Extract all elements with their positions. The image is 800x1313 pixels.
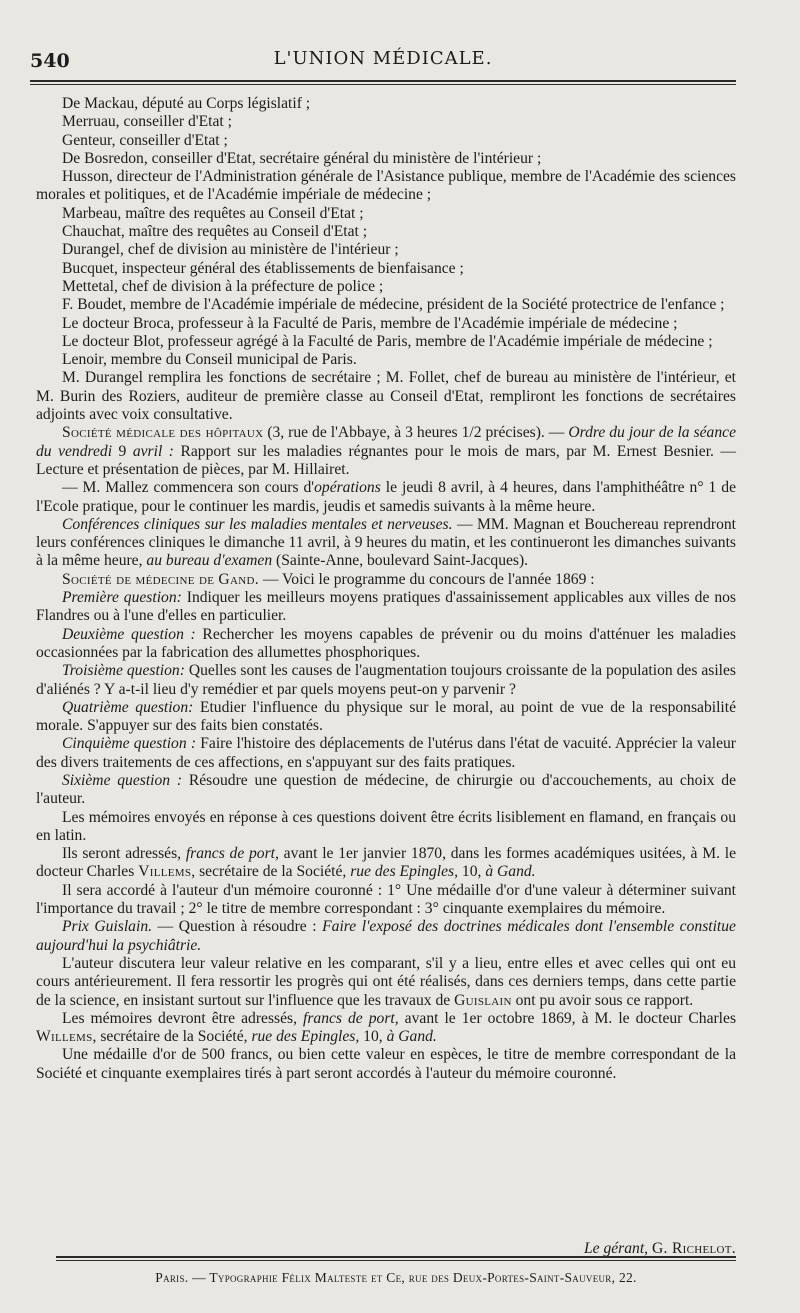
paragraph-text: Le docteur Broca, professeur à la Faculté de Paris, membre de l'Académie impériale de médecine ; [62,314,678,332]
paragraph-text: Première question: [62,589,182,607]
signature-label: Le gérant, [583,1240,649,1257]
paragraph [36,882,736,919]
paragraph-text: à Gand. [485,863,536,881]
paragraph-text: Rapport sur les maladies régnantes pour le mois de mars, par M. Ernest Besnier. — Lecture et présentation de pièces, par M. Hillairet. [36,442,737,478]
paragraph [36,241,736,259]
paragraph-text: Willems [36,1028,93,1046]
page-header [30,46,736,76]
paragraph [36,809,736,846]
paragraph-text: Deuxième question : [62,625,196,643]
paragraph-text: Husson, directeur de l'Administration générale de l'Asistance publique, membre de l'Académie des sciences morales et politiques, et de l'Académie impériale de médecine ; [36,168,736,204]
paragraph-text: Merruau, conseiller d'Etat ; [62,113,232,131]
paragraph-text: avril : [132,442,174,460]
paragraph-text: rue des Epingles, [350,863,459,881]
paragraph-text: , secrétaire de la Société, [191,863,351,881]
article-body [36,95,736,1083]
printer-imprint: Paris. — Typographie Félix Malteste et Ce, rue des Deux-Portes-Saint-Sauveur, 22. [155,1270,637,1285]
paragraph [36,95,736,113]
paragraph [36,113,736,131]
paragraph-text: L'auteur discutera leur valeur relative en les comparant, s'il y a lieu, entre elles et avec celles qui ont eu cours antérieurement. Il fera ressortir les progrès qui ont été réalisés, dans ces derniers temps, dans cette partie de la science, en insistant surtout sur l'influence que les travaux de [36,954,736,1009]
paragraph-text: Lenoir, membre du Conseil municipal de Paris. [62,351,357,369]
paragraph-text: Ordre du jour de la séance du vendredi [36,424,736,460]
paragraph [36,278,736,296]
paragraph-text: Société médicale des hôpitaux [62,424,264,442]
paragraph-text: au bureau d'examen [146,552,273,570]
paragraph [36,315,736,333]
paragraph-text: M. Durangel remplira les fonctions de secrétaire ; M. Follet, chef de bureau au ministère de l'intérieur, et M. Burin des Roziers, auditeur de première classe au Conseil d'Etat, rempliront les fonctions de secrétaires adjoints avec voix consultative. [36,369,736,424]
paragraph [36,296,736,314]
paragraph-text: Une médaille d'or de 500 francs, ou bien cette valeur en espèces, le titre de membre correspondant de la Société et cinquante exemplaires tirés à part seront accordés à l'auteur du mémoire couronné. [36,1046,736,1082]
paragraph [36,589,736,626]
paragraph-text: francs de port, [185,845,279,863]
header-rule-thin [30,84,736,85]
paragraph-text: — MM. Magnan et Bouchereau reprendront leurs conférences cliniques le dimanche 11 avril, à 9 heures du matin, et les continueront les dimanches suivants à la même heure, [36,515,736,570]
paragraph [36,626,736,663]
paragraph-text: rue des Epingles, [251,1028,360,1046]
paragraph-text: De Mackau, député au Corps législatif ; [62,95,311,112]
paragraph-text: Quatrième question: [62,698,194,716]
paragraph [36,662,736,699]
paragraph-text: Le docteur Blot, professeur agrégé à la Faculté de Paris, membre de l'Académie impériale de médecine ; [62,332,713,350]
paragraph [36,735,736,772]
paragraph [36,132,736,150]
paragraph [36,918,736,955]
paragraph [36,351,736,369]
paragraph-text: 10, [458,863,486,881]
running-title: L'UNION MÉDICALE. [273,48,493,69]
paragraph-text: Sixième question : [62,771,183,789]
paragraph-text: — M. Mallez commencera son cours d' [62,479,315,497]
paragraph-text: Genteur, conseiller d'Etat ; [62,131,228,149]
paragraph-text: le jeudi 8 avril, à 4 heures, dans l'amphithéâtre n° 1 de l'Ecole pratique, pour le continuer les mardis, jeudis et samedis suivants à la même heure. [36,479,736,515]
paragraph [36,955,736,1010]
paragraph [36,223,736,241]
paragraph-text: Cinquième question : [62,735,197,753]
paragraph [36,699,736,736]
paragraph [36,1010,736,1047]
paragraph-text: Rechercher les moyens capables de prévenir ou du moins d'atténuer les maladies occasionnées par la fabrication des allumettes phosphoriques. [36,625,737,661]
paragraph-text: Marbeau, maître des requêtes au Conseil d'Etat ; [62,204,364,222]
paragraph-text: Les mémoires devront être adressés, [62,1009,303,1027]
paragraph [36,479,736,516]
paragraph-text: Société de médecine de Gand. [62,570,259,588]
page-number: 540 [30,50,70,72]
paragraph-text: Résoudre une question de médecine, de chirurgie ou d'accouchements, au choix de l'auteur. [36,771,736,808]
paragraph-text: ont pu avoir sous ce rapport. [511,991,694,1009]
paragraph-text: Prix Guislain. [62,918,153,936]
paragraph-text: , secrétaire de la Société, [92,1028,252,1046]
paragraph-text: francs de port, [303,1009,399,1027]
paragraph [36,1046,736,1083]
paragraph-text: Conférences cliniques sur les maladies mentales et nerveuses. [62,515,453,533]
footer-rule [56,1256,736,1258]
header-rule [30,80,736,82]
paragraph-text: Faire l'histoire des déplacements de l'utérus dans l'état de vacuité. Apprécier la valeur des divers traitements de ces affections, en s'appuyant sur des faits pratiques. [36,735,736,771]
paragraph-text: Chauchat, maître des requêtes au Conseil d'Etat ; [62,223,368,241]
paragraph-text: 9 [112,442,133,460]
signature-name: G. Richelot. [651,1240,736,1257]
paragraph [36,571,736,589]
paragraph [36,168,736,205]
footer-rule-thin [56,1260,736,1261]
paragraph-text: Guislain [454,991,512,1009]
paragraph [36,205,736,223]
paragraph [36,150,736,168]
paragraph-text: Mettetal, chef de division à la préfecture de police ; [62,277,384,295]
paragraph-text: (Sainte-Anne, boulevard Saint-Jacques). [272,552,529,570]
paragraph-text: avant le 1er janvier 1870, dans les formes académiques usitées, à M. le docteur Charles [36,845,736,881]
paragraph [36,424,736,479]
paragraph [36,845,736,882]
paragraph-text: Bucquet, inspecteur général des établissements de bienfaisance ; [62,259,464,277]
paragraph-text: De Bosredon, conseiller d'Etat, secrétaire général du ministère de l'intérieur ; [62,149,542,167]
paragraph-text: Il sera accordé à l'auteur d'un mémoire couronné : 1° Une médaille d'or d'une valeur à déterminer suivant l'importance du travail ; 2° le titre de membre correspondant : 3° cinquante exemplaires du mémoire. [36,881,736,918]
paragraph-text: à Gand. [386,1028,437,1046]
paragraph-text: Les mémoires envoyés en réponse à ces questions doivent être écrits lisiblement en flamand, en français ou en latin. [36,808,736,844]
paragraph-text: Troisième question: [62,662,185,680]
paragraph [36,772,736,809]
paragraph-text: Villems [138,863,192,881]
paragraph [36,260,736,278]
paragraph-text: Durangel, chef de division au ministère de l'intérieur ; [62,241,399,259]
paragraph-text: 10, [359,1028,387,1046]
paragraph-text: F. Boudet, membre de l'Académie impériale de médecine, président de la Société protectrice de l'enfance ; [62,296,725,314]
paragraph-text: (3, rue de l'Abbaye, à 3 heures 1/2 précises). — [263,424,569,442]
paragraph-text: Ils seront adressés, [62,845,186,863]
paragraph [36,369,736,424]
paragraph [36,516,736,571]
paragraph [36,333,736,351]
paragraph-text: Quelles sont les causes de l'augmentation toujours croissante de la population des asiles d'aliénés ? Y a-t-il lieu d'y remédier et par quels moyens peut-on y parvenir ? [36,662,736,698]
paragraph-text: avant le 1er octobre 1869, à M. le docteur Charles [398,1009,737,1027]
paragraph-text: — Question à résoudre : [152,918,323,936]
paragraph-text: opérations [314,479,381,497]
paragraph-text: Faire l'exposé des doctrines médicales dont l'ensemble constitue aujourd'hui la psychiâtrie. [36,918,736,954]
paragraph-text: Indiquer les meilleurs moyens pratiques d'assainissement applicables aux villes de nos Flandres ou à l'une d'elles en particulier. [36,589,736,625]
paragraph-text: Etudier l'influence du physique sur le moral, au point de vue de la responsabilité morale. S'appuyer sur des faits bien constatés. [36,698,736,735]
paragraph-text: — Voici le programme du concours de l'année 1869 : [258,570,595,588]
